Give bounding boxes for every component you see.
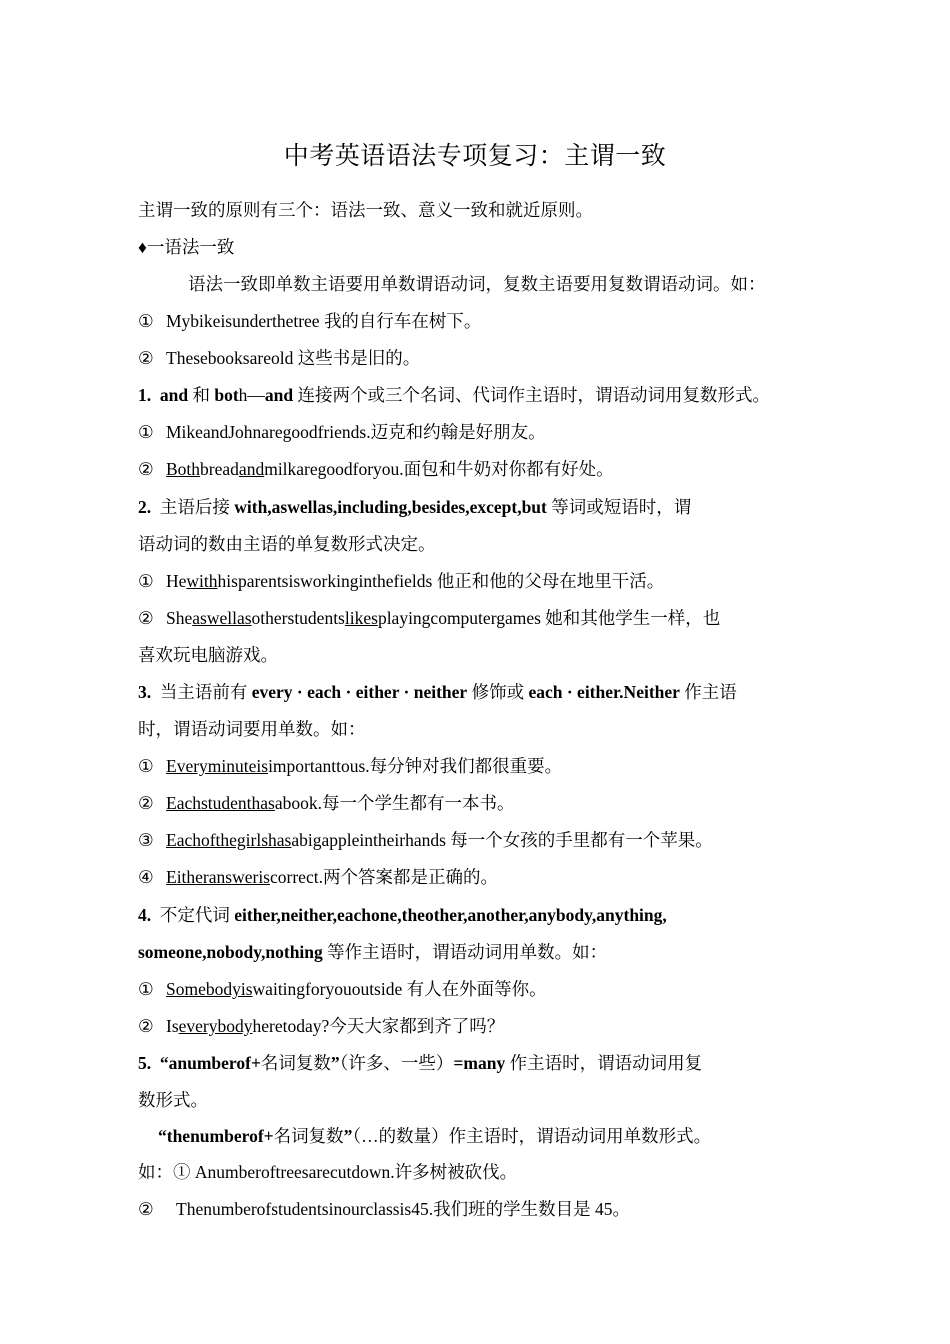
example-1: ① Mybikeisunderthetree 我的自行车在树下。: [138, 311, 482, 331]
rule-3-example-2: ② Eachstudenthasabook.每一个学生都有一本书。: [138, 793, 515, 813]
page-title: 中考英语语法专项复习：主谓一致: [283, 143, 667, 170]
example-2: ② Thesebooksareold 这些书是旧的。: [138, 348, 421, 368]
intro-text: 主谓一致的原则有三个：语法一致、意义一致和就近原则。: [138, 200, 593, 220]
rule-5-example-1: 如：① Anumberoftreesarecutdown.许多树被砍伐。: [138, 1162, 518, 1182]
rule-1-example-1: ① MikeandJohnaregoodfriends.迈克和约翰是好朋友。: [138, 422, 546, 442]
diamond-bullet-icon: ♦: [138, 237, 147, 257]
rule-3: 3. 当主语前有 every · each · either · neither 修饰或 each · either.Neither 作主语: [138, 682, 737, 702]
rule-2: 2. 主语后接 with,aswellas,including,besides,except,but 等词或短语时，谓: [138, 497, 692, 517]
rule-2-example-2: ② Sheaswellasotherstudentslikesplayingcomputergames 她和其他学生一样，也: [138, 608, 721, 628]
rule-3-example-1: ① Everyminuteisimportanttous.每分钟对我们都很重要。: [138, 756, 563, 776]
rule-text: 语法一致即单数主语要用单数谓语动词，复数主语要用复数谓语动词。如：: [188, 274, 766, 294]
rule-3-example-3: ③ Eachofthegirlshasabigappleintheirhands 每一个女孩的手里都有一个苹果。: [138, 830, 713, 850]
rule-2-line-2: 语动词的数由主语的单复数形式决定。: [138, 534, 436, 554]
rule-3-example-4: ④ Eitheransweriscorrect.两个答案都是正确的。: [138, 867, 498, 887]
rule-1-example-2: ② Bothbreadandmilkaregoodforyou.面包和牛奶对你都有好处。: [138, 459, 614, 479]
rule-4-line-2: someone,nobody,nothing 等作主语时，谓语动词用单数。如：: [138, 942, 608, 962]
rule-2-example-2-line-2: 喜欢玩电脑游戏。: [138, 645, 278, 665]
rule-4-example-1: ① Somebodyiswaitingforyououtside 有人在外面等你。: [138, 979, 547, 999]
section-heading: ♦一语法一致: [138, 237, 235, 257]
rule-4-example-2: ② Iseverybodyheretoday?今天大家都到齐了吗？: [138, 1016, 505, 1036]
rule-5-line-2: 数形式。: [138, 1090, 208, 1110]
rule-1: 1. and 和 both—and 连接两个或三个名词、代词作主语时，谓语动词用复数形式。: [138, 385, 770, 405]
rule-2-example-1: ① Hewithhisparentsisworkinginthefields 他正和他的父母在地里干活。: [138, 571, 665, 591]
rule-3-line-2: 时，谓语动词要用单数。如：: [138, 719, 366, 739]
rule-5-part-b: “thenumberof+名词复数”（…的数量）作主语时，谓语动词用单数形式。: [158, 1126, 712, 1146]
rule-5: 5. “anumberof+名词复数”（许多、一些）=many 作主语时，谓语动词用复: [138, 1053, 703, 1073]
rule-5-example-2: ② Thenumberofstudentsinourclassis45.我们班的学生数目是 45。: [138, 1199, 630, 1219]
rule-4: 4. 不定代词 either,neither,eachone,theother,another,anybody,anything,: [138, 905, 667, 925]
